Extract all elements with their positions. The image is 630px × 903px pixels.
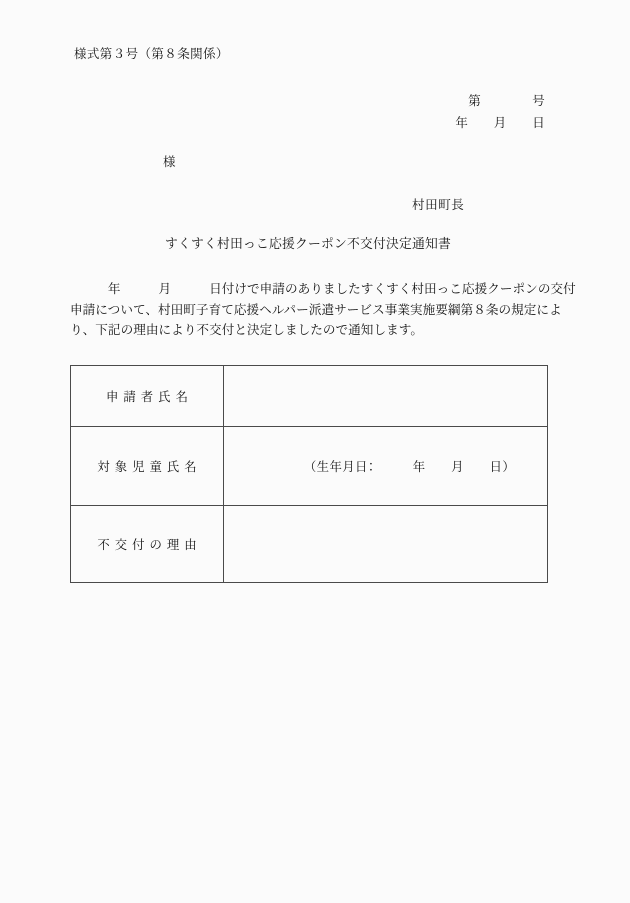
body-paragraph [70, 279, 576, 341]
rejection-reason-field[interactable] [224, 506, 548, 583]
document-title: すくすく村田っこ応援クーポン不交付決定通知書 [165, 237, 451, 251]
applicant-name-field[interactable] [224, 366, 548, 427]
body-line-3: り、下記の理由により不交付と決定しましたので通知します。 [70, 323, 424, 337]
form-number: 様式第３号（第８条関係） [74, 47, 229, 61]
target-child-name-label: 対象児童氏名 [71, 427, 224, 506]
addressee-honorific: 様 [163, 155, 176, 169]
table-row [71, 506, 548, 583]
rejection-reason-label: 不交付の理由 [71, 506, 224, 583]
document-date-line: 年 月 日 [455, 116, 545, 130]
applicant-info-table [70, 365, 548, 583]
birthdate-value: （生年月日： 年 月 日） [303, 460, 516, 474]
table-row [71, 366, 548, 427]
target-child-name-field[interactable] [224, 427, 548, 506]
header-right-block [300, 90, 545, 134]
body-line-2: 申請について、村田町子育て応援ヘルパー派遣サービス事業実施要綱第８条の規定によ [70, 302, 562, 317]
table-row [71, 427, 548, 506]
issuer-name: 村田町長 [412, 198, 465, 212]
body-line-1: 年 月 日付けで申請のありましたすくすく村田っこ応援クーポンの交付 [70, 282, 576, 296]
applicant-name-label: 申請者氏名 [71, 366, 224, 427]
document-number-line: 第 号 [468, 94, 545, 108]
